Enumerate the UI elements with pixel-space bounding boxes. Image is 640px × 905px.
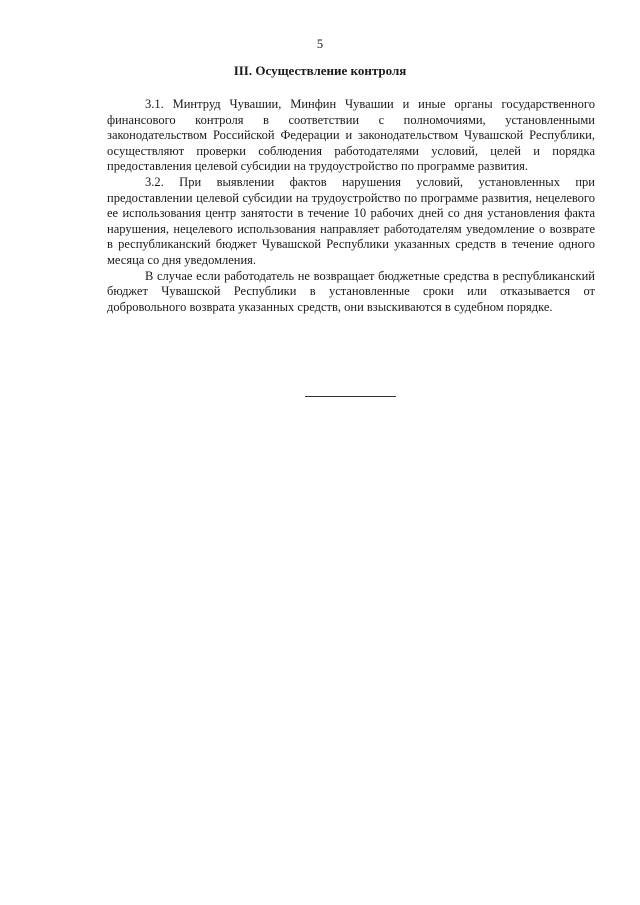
page-number: 5 <box>316 37 324 51</box>
paragraph-3-1: 3.1. Минтруд Чувашии, Минфин Чувашии и иные органы государственного финансового контроля в соответствии с полномочиями, установленными законодательством Российской Федерации и законодательством Чувашской Республики, осуществляют проверки соблюдения работодателями условий, целей и порядка предоставления целевой субсидии на трудоустройство по программе развития. <box>107 97 595 174</box>
section-title: III. Осуществление контроля <box>233 63 407 78</box>
paragraph-3-2: 3.2. При выявлении фактов нарушения условий, установленных при предоставлении целевой субсидии на трудоустройство по программе развития, нецелевого ее использования центр занятости в течение 10 рабочих дней со дня установления факта нарушения, нецелевого использования направляет работодателям уведомление о возврате в республиканский бюджет Чувашской Республики указанных средств в течение одного месяца со дня уведомления. <box>107 174 595 267</box>
paragraph-refund-refusal: В случае если работодатель не возвращает бюджетные средства в республиканский бюджет Чувашской Республики в установленные сроки или отказывается от добровольного возврата указанных средств, они взыскиваются в судебном порядке. <box>107 268 595 314</box>
end-divider <box>305 396 396 397</box>
body-text <box>107 97 595 315</box>
